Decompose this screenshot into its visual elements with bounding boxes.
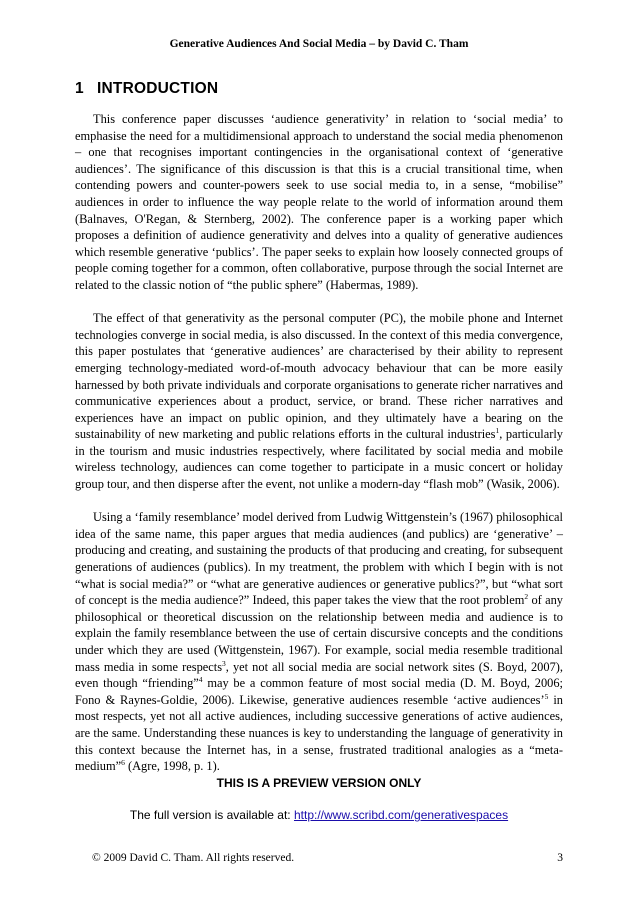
- text-run: may be a common feature of most social media (D. M. Boyd, 2006; Fono & Raynes-Goldie, 2006). Likewise, generative audiences resemble ‘active audiences’: [75, 676, 564, 707]
- full-version-link[interactable]: http://www.scribd.com/generativespaces: [293, 808, 509, 822]
- footnote-marker: 5: [544, 691, 549, 701]
- preview-notice: THIS IS A PREVIEW VERSION ONLY: [216, 776, 422, 790]
- paragraph-3: [75, 509, 563, 775]
- section-title: INTRODUCTION: [97, 80, 219, 97]
- footer-copyright: © 2009 David C. Tham. All rights reserved.: [92, 852, 295, 864]
- text-run: of any philosophical or theoretical discussion on the relationship between media and audience is to explain the family resemblance between the use of certain discursive concepts and the conditions under which they are used (Wittgenstein, 1967). For example, social media resemble traditional mass media in some respects: [75, 593, 563, 674]
- text-run: , yet not all social media are social network sites (S. Boyd, 2007), even though “friending”: [75, 659, 563, 691]
- text-run: , particularly in the tourism and music industries respectively, where facilitated by social media and mobile wireless technology, audiences can come together to participate in a music concert or holiday group tour, and then disperse after the event, not unlike a modern-day “flash mob” (Wasik, 2006).: [75, 427, 563, 492]
- footnote-marker: 6: [121, 758, 125, 768]
- availability-line: [0, 808, 638, 822]
- footnote-marker: 4: [198, 675, 203, 685]
- running-header: Generative Audiences And Social Media – by David C. Tham: [169, 38, 469, 50]
- footnote-marker: 1: [495, 426, 500, 436]
- paragraph-2: [75, 310, 563, 493]
- footnote-marker: 3: [222, 658, 226, 668]
- text-run: The effect of that generativity as the personal computer (PC), the mobile phone and Internet technologies converge in social media, is also discussed. In the context of this media convergence, this paper postulates that ‘generative audiences’ are characterised by their ability to represent emerging technology-mediated word-of-mouth advocacy behaviour that can be more easily harnessed by both private individuals and corporate organisations to generate richer narratives and communicative experiences about a product, service, or brand. These richer narratives and experiences have an impact on public opinion, and they ultimately have a bearing on the sustainability of new marketing and public relations efforts in the cultural industries: [75, 311, 563, 442]
- text-run: This conference paper discusses ‘audience generativity’ in relation to ‘social media’ to emphasise the need for a multidimensional approach to understand the social media phenomenon – one that recognises important contingencies in the organisational context of ‘generative audiences’. The significance of this discussion is that this is a crucial transitional time, when contending powers and counter-powers seek to use social media to, in a sense, “mobilise” audiences in order to influence the way people relate to the world of information around them (Balnaves, O'Regan, & Sternberg, 2002). The conference paper is a working paper which proposes a definition of audience generativity and delves into a quality of generative audiences which resemble generative ‘publics’. The paper seeks to explain how loosely connected groups of people coming together for a common, often collaborative, purpose through the social Internet are related to the classic notion of “the public sphere” (Habermas, 1989).: [75, 112, 563, 292]
- paragraph-1: [75, 111, 563, 294]
- body-text: [75, 111, 563, 791]
- availability-prefix: The full version is available at:: [129, 808, 294, 822]
- text-run: (Agre, 1998, p. 1).: [124, 759, 220, 774]
- footnote-marker: 2: [524, 592, 529, 602]
- section-heading: [75, 80, 218, 98]
- text-run: in most respects, yet not all active audiences, including successive generations of active audiences, are the same. Understanding these nuances is key to understanding the language of generativity in this context because the Internet has, in a sense, frustrated traditional analogies as a “meta-medium”: [75, 692, 563, 774]
- text-run: Using a ‘family resemblance’ model derived from Ludwig Wittgenstein’s (1967) philosophical idea of the same name, this paper argues that media audiences (and publics) are ‘generative’ – producing and creating, and sustaining the products of that producing and creating, for subsequent generations of audiences (publics). In my treatment, the problem with which I begin with is not “what is social media?” or “what are generative audiences or generative publics?”, but “what sort of concept is the media audience?” Indeed, this paper takes the view that the root problem: [75, 510, 563, 608]
- page-number: 3: [557, 852, 563, 864]
- section-number: 1: [75, 80, 84, 97]
